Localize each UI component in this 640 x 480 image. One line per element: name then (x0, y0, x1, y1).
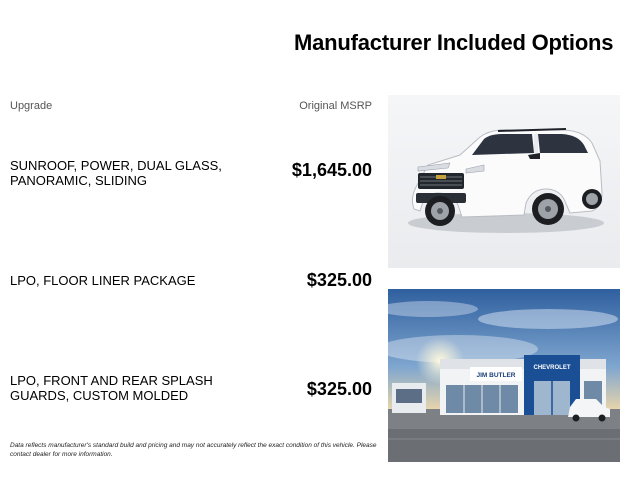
upgrade-column-header: Upgrade (10, 100, 53, 112)
dealer-sign-text: JIM BUTLER (476, 372, 516, 379)
vehicle-photo[interactable] (388, 95, 620, 268)
page-title: Manufacturer Included Options (294, 30, 614, 55)
option-price-splash-guards: $325.00 (306, 379, 372, 399)
option-name-splash-guards: LPO, FRONT AND REAR SPLASH GUARDS, CUSTOM MOLDED (10, 373, 213, 403)
brand-sign-text: CHEVROLET (533, 365, 571, 371)
option-price-sunroof: $1,645.00 (291, 160, 372, 180)
disclaimer-text: Data reflects manufacturer's standard build and pricing and may not accurately reflect the exact condition of this vehicle. Please contact dealer for more information. (10, 442, 377, 458)
option-name-floor-liner: LPO, FLOOR LINER PACKAGE (10, 273, 196, 288)
msrp-column-header: Original MSRP (299, 100, 372, 112)
dealership-photo[interactable] (388, 289, 620, 462)
option-name-sunroof: SUNROOF, POWER, DUAL GLASS, PANORAMIC, SLIDING (10, 158, 222, 188)
option-price-floor-liner: $325.00 (306, 270, 372, 290)
